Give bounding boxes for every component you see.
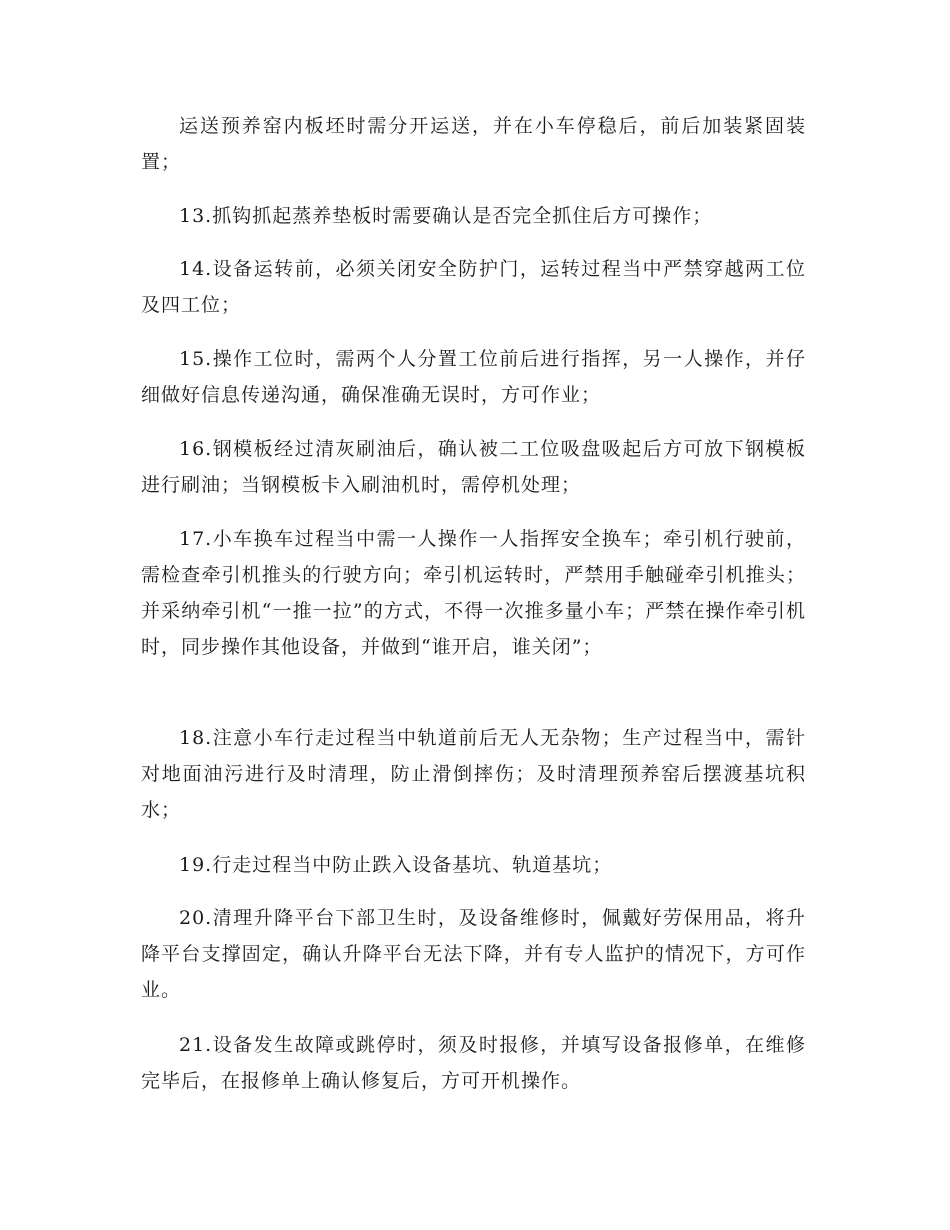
- paragraph-continuation: 运送预养窑内板坯时需分开运送，并在小车停稳后，前后加装紧固装置；: [141, 115, 806, 173]
- paragraph-item-16: 16.钢模板经过清灰刷油后，确认被二工位吸盘吸起后方可放下钢模板进行刷油；当钢模板卡入刷油机时，需停机处理；: [141, 438, 806, 496]
- paragraph-item-19: 19.行走过程当中防止跌入设备基坑、轨道基坑；: [179, 854, 613, 876]
- paragraph-item-14: 14.设备运转前，必须关闭安全防护门，运转过程当中严禁穿越两工位及四工位；: [141, 258, 806, 316]
- paragraph-item-20: 20.清理升降平台下部卫生时，及设备维修时，佩戴好劳保用品，将升降平台支撑固定，确认升降平台无法下降，并有专人监护的情况下，方可作业。: [141, 907, 806, 1001]
- paragraph-item-21: 21.设备发生故障或跳停时，须及时报修，并填写设备报修单，在维修完毕后，在报修单上确认修复后，方可开机操作。: [141, 1034, 806, 1092]
- paragraph-item-13: 13.抓钩抓起蒸养垫板时需要确认是否完全抓住后方可操作；: [179, 205, 713, 227]
- paragraph-item-17: 17.小车换车过程当中需一人操作一人指挥安全换车；牵引机行驶前，需检查牵引机推头的行驶方向；牵引机运转时，严禁用手触碰牵引机推头；并采纳牵引机“一推一拉”的方式，不得一次推多量小车；严禁在操作牵引机时，同步操作其他设备，并做到“谁开启，谁关闭”；: [141, 528, 806, 658]
- paragraph-item-15: 15.操作工位时，需两个人分置工位前后进行指挥，另一人操作，并仔细做好信息传递沟通，确保准确无误时，方可作业；: [141, 348, 806, 406]
- paragraph-item-18: 18.注意小车行走过程当中轨道前后无人无杂物；生产过程当中，需针对地面油污进行及时清理，防止滑倒摔伤；及时清理预养窑后摆渡基坑积水；: [141, 727, 806, 821]
